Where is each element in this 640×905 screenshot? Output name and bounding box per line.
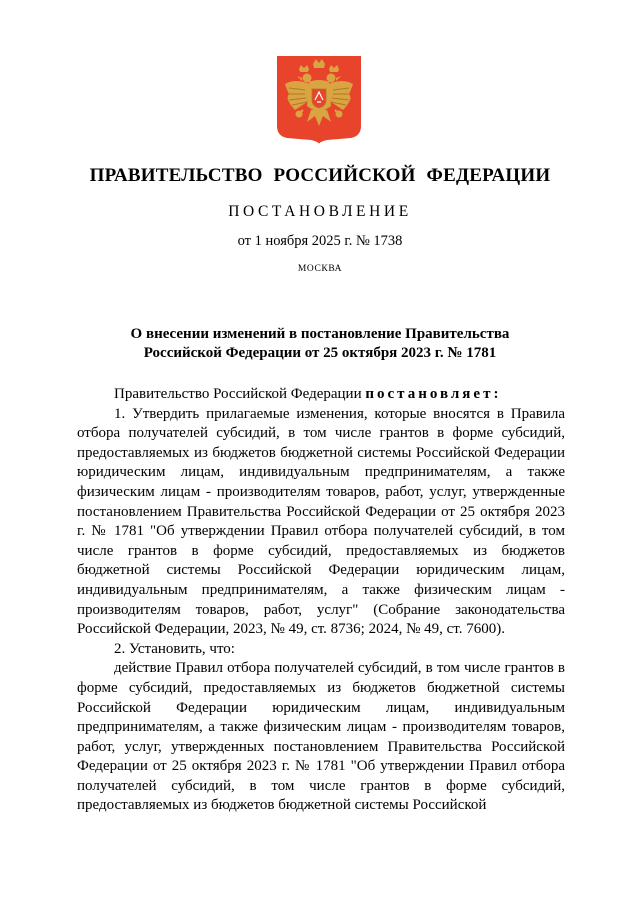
preamble <box>77 385 565 405</box>
decree-subject <box>0 325 640 363</box>
decree-date-number: от 1 ноября 2025 г. № 1738 <box>237 233 403 249</box>
subject-line-2: Российской Федерации от 25 октября 2023 г. № 1781 <box>143 345 497 361</box>
decree-body <box>77 385 565 816</box>
subject-line-1: О внесении изменений в постановление Правительства <box>130 326 510 342</box>
item-2-text: действие Правил отбора получателей субсидий, в том числе грантов в форме субсидий, предоставляемых из бюджетов бюджетной системы Российской Федерации юридическим лицам, индивидуальным предпринимателям, а также физическим лицам - производителям товаров, работ, услуг, утвержденных постановлением Правительства Российской Федерации от 25 октября 2023 г. № 1781 "Об утверждении Правил отбора получателей субсидий, в том числе грантов в форме субсидий, предоставляемых из бюджетов бюджетной системы Российской <box>77 660 565 814</box>
preamble-text: Правительство Российской Федерации <box>114 386 366 402</box>
document-type: ПОСТАНОВЛЕНИЕ <box>228 203 412 220</box>
item-1: 1. Утвердить прилагаемые изменения, которые вносятся в Правила отбора получателей субсидий, в том числе грантов в форме субсидий, предоставляемых из бюджетов бюджетной системы Российской Федерации юридическим лицам, индивидуальным предпринимателям, а также физическим лицам - производителям товаров, работ, услуг, утвержденные постановлением Правительства Российской Федерации от 25 октября 2023 г. № 1781 "Об утверждении Правил отбора получателей субсидий, в том числе грантов в форме субсидий, предоставляемых из бюджетов бюджетной системы Российской Федерации юридическим лицам, индивидуальным предпринимателям, а также физическим лицам - производителям товаров, работ, услуг" (Собрание законодательства Российской Федерации, 2023, № 49, ст. 8736; 2024, № 49, ст. 7600). <box>77 405 565 638</box>
coat-of-arms-icon <box>277 56 361 144</box>
city: МОСКВА <box>297 264 343 274</box>
preamble-resolves: постановляет: <box>365 386 502 402</box>
government-title: ПРАВИТЕЛЬСТВО РОССИЙСКОЙ ФЕДЕРАЦИИ <box>89 165 551 186</box>
item-2: 2. Установить, что: <box>114 640 235 657</box>
